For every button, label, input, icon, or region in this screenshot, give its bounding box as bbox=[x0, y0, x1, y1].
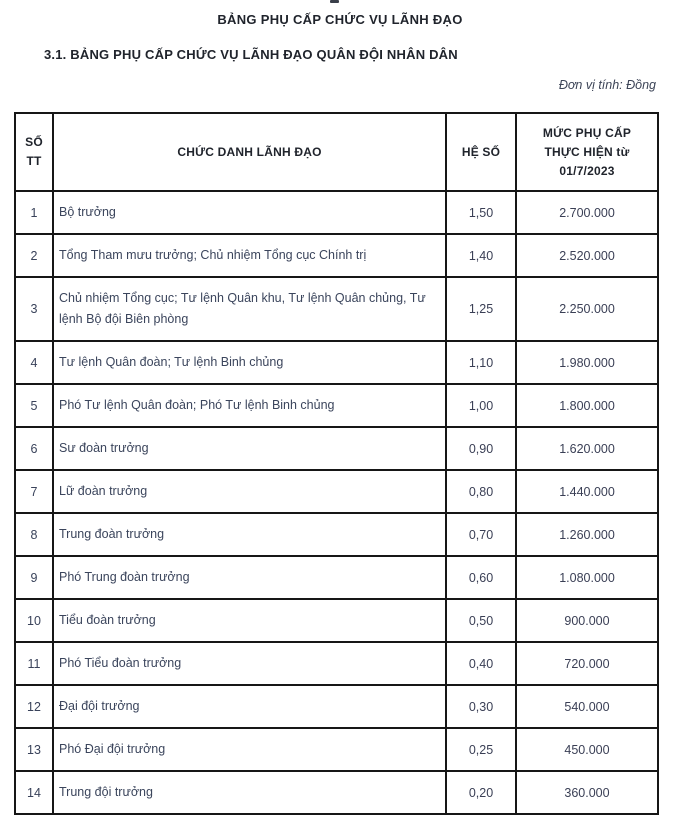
cell-amount: 900.000 bbox=[516, 599, 658, 642]
cell-position: Trung đội trưởng bbox=[53, 771, 446, 814]
cell-stt: 4 bbox=[15, 341, 53, 384]
cell-position: Chủ nhiệm Tổng cục; Tư lệnh Quân khu, Tư lệnh Quân chủng, Tư lệnh Bộ đội Biên phòng bbox=[53, 277, 446, 341]
cell-amount: 1.980.000 bbox=[516, 341, 658, 384]
cell-stt: 3 bbox=[15, 277, 53, 341]
header-stt-line2: TT bbox=[26, 154, 42, 168]
cell-coefficient: 1,50 bbox=[446, 191, 516, 234]
table-row bbox=[15, 277, 658, 341]
cell-amount: 1.620.000 bbox=[516, 427, 658, 470]
table-body bbox=[15, 191, 658, 814]
cell-coefficient: 0,70 bbox=[446, 513, 516, 556]
cell-amount: 540.000 bbox=[516, 685, 658, 728]
cell-position: Lữ đoàn trưởng bbox=[53, 470, 446, 513]
cell-position: Phó Tư lệnh Quân đoàn; Phó Tư lệnh Binh chủng bbox=[53, 384, 446, 427]
table-row bbox=[15, 685, 658, 728]
table-row bbox=[15, 556, 658, 599]
cell-coefficient: 0,25 bbox=[446, 728, 516, 771]
cell-position: Phó Tiểu đoàn trưởng bbox=[53, 642, 446, 685]
cell-position: Tư lệnh Quân đoàn; Tư lệnh Binh chủng bbox=[53, 341, 446, 384]
header-amount-line3: 01/7/2023 bbox=[559, 163, 615, 178]
table-row bbox=[15, 427, 658, 470]
cell-stt: 6 bbox=[15, 427, 53, 470]
cell-position: Phó Trung đoàn trưởng bbox=[53, 556, 446, 599]
section-subtitle: 3.1. BẢNG PHỤ CẤP CHỨC VỤ LÃNH ĐẠO QUÂN ĐỘI NHÂN DÂN bbox=[44, 47, 458, 62]
header-coefficient: HỆ SỐ bbox=[446, 113, 516, 191]
header-position: CHỨC DANH LÃNH ĐẠO bbox=[53, 113, 446, 191]
cell-amount: 2.700.000 bbox=[516, 191, 658, 234]
header-stt bbox=[15, 113, 53, 191]
cropped-text-artifact bbox=[330, 0, 339, 3]
cell-coefficient: 1,10 bbox=[446, 341, 516, 384]
cell-stt: 2 bbox=[15, 234, 53, 277]
cell-stt: 14 bbox=[15, 771, 53, 814]
header-row bbox=[15, 113, 658, 191]
cell-coefficient: 1,40 bbox=[446, 234, 516, 277]
table-row bbox=[15, 771, 658, 814]
header-amount-line2: THỰC HIỆN từ bbox=[544, 144, 630, 159]
table-row bbox=[15, 191, 658, 234]
cell-stt: 7 bbox=[15, 470, 53, 513]
header-amount bbox=[516, 113, 658, 191]
table-row bbox=[15, 341, 658, 384]
table-header bbox=[15, 113, 658, 191]
allowance-table bbox=[14, 112, 659, 815]
table-row bbox=[15, 384, 658, 427]
cell-coefficient: 0,40 bbox=[446, 642, 516, 685]
page-title: BẢNG PHỤ CẤP CHỨC VỤ LÃNH ĐẠO bbox=[217, 12, 463, 27]
cell-position: Tổng Tham mưu trưởng; Chủ nhiệm Tổng cục Chính trị bbox=[53, 234, 446, 277]
cell-coefficient: 1,25 bbox=[446, 277, 516, 341]
cell-amount: 450.000 bbox=[516, 728, 658, 771]
cell-amount: 1.260.000 bbox=[516, 513, 658, 556]
cell-coefficient: 0,50 bbox=[446, 599, 516, 642]
cell-amount: 1.440.000 bbox=[516, 470, 658, 513]
cell-coefficient: 0,60 bbox=[446, 556, 516, 599]
table-row bbox=[15, 234, 658, 277]
cell-coefficient: 0,20 bbox=[446, 771, 516, 814]
cell-coefficient: 0,80 bbox=[446, 470, 516, 513]
cell-stt: 8 bbox=[15, 513, 53, 556]
cell-position: Trung đoàn trưởng bbox=[53, 513, 446, 556]
cell-stt: 12 bbox=[15, 685, 53, 728]
cell-amount: 2.520.000 bbox=[516, 234, 658, 277]
cell-coefficient: 0,90 bbox=[446, 427, 516, 470]
cell-stt: 5 bbox=[15, 384, 53, 427]
cell-coefficient: 1,00 bbox=[446, 384, 516, 427]
header-stt-line1: SỐ bbox=[25, 135, 43, 149]
table-row bbox=[15, 513, 658, 556]
cell-amount: 720.000 bbox=[516, 642, 658, 685]
cell-stt: 1 bbox=[15, 191, 53, 234]
table-row bbox=[15, 642, 658, 685]
unit-note: Đơn vị tính: Đồng bbox=[558, 78, 656, 92]
table-row bbox=[15, 470, 658, 513]
cell-amount: 1.800.000 bbox=[516, 384, 658, 427]
cell-position: Phó Đại đội trưởng bbox=[53, 728, 446, 771]
cell-position: Tiểu đoàn trưởng bbox=[53, 599, 446, 642]
cell-amount: 2.250.000 bbox=[516, 277, 658, 341]
cell-stt: 11 bbox=[15, 642, 53, 685]
cell-stt: 9 bbox=[15, 556, 53, 599]
cell-stt: 13 bbox=[15, 728, 53, 771]
cell-coefficient: 0,30 bbox=[446, 685, 516, 728]
header-amount-line1: MỨC PHỤ CẤP bbox=[542, 125, 632, 140]
cell-amount: 1.080.000 bbox=[516, 556, 658, 599]
cell-stt: 10 bbox=[15, 599, 53, 642]
table-row bbox=[15, 728, 658, 771]
cell-position: Bộ trưởng bbox=[53, 191, 446, 234]
cell-position: Đại đội trưởng bbox=[53, 685, 446, 728]
cell-amount: 360.000 bbox=[516, 771, 658, 814]
table-row bbox=[15, 599, 658, 642]
cell-position: Sư đoàn trưởng bbox=[53, 427, 446, 470]
